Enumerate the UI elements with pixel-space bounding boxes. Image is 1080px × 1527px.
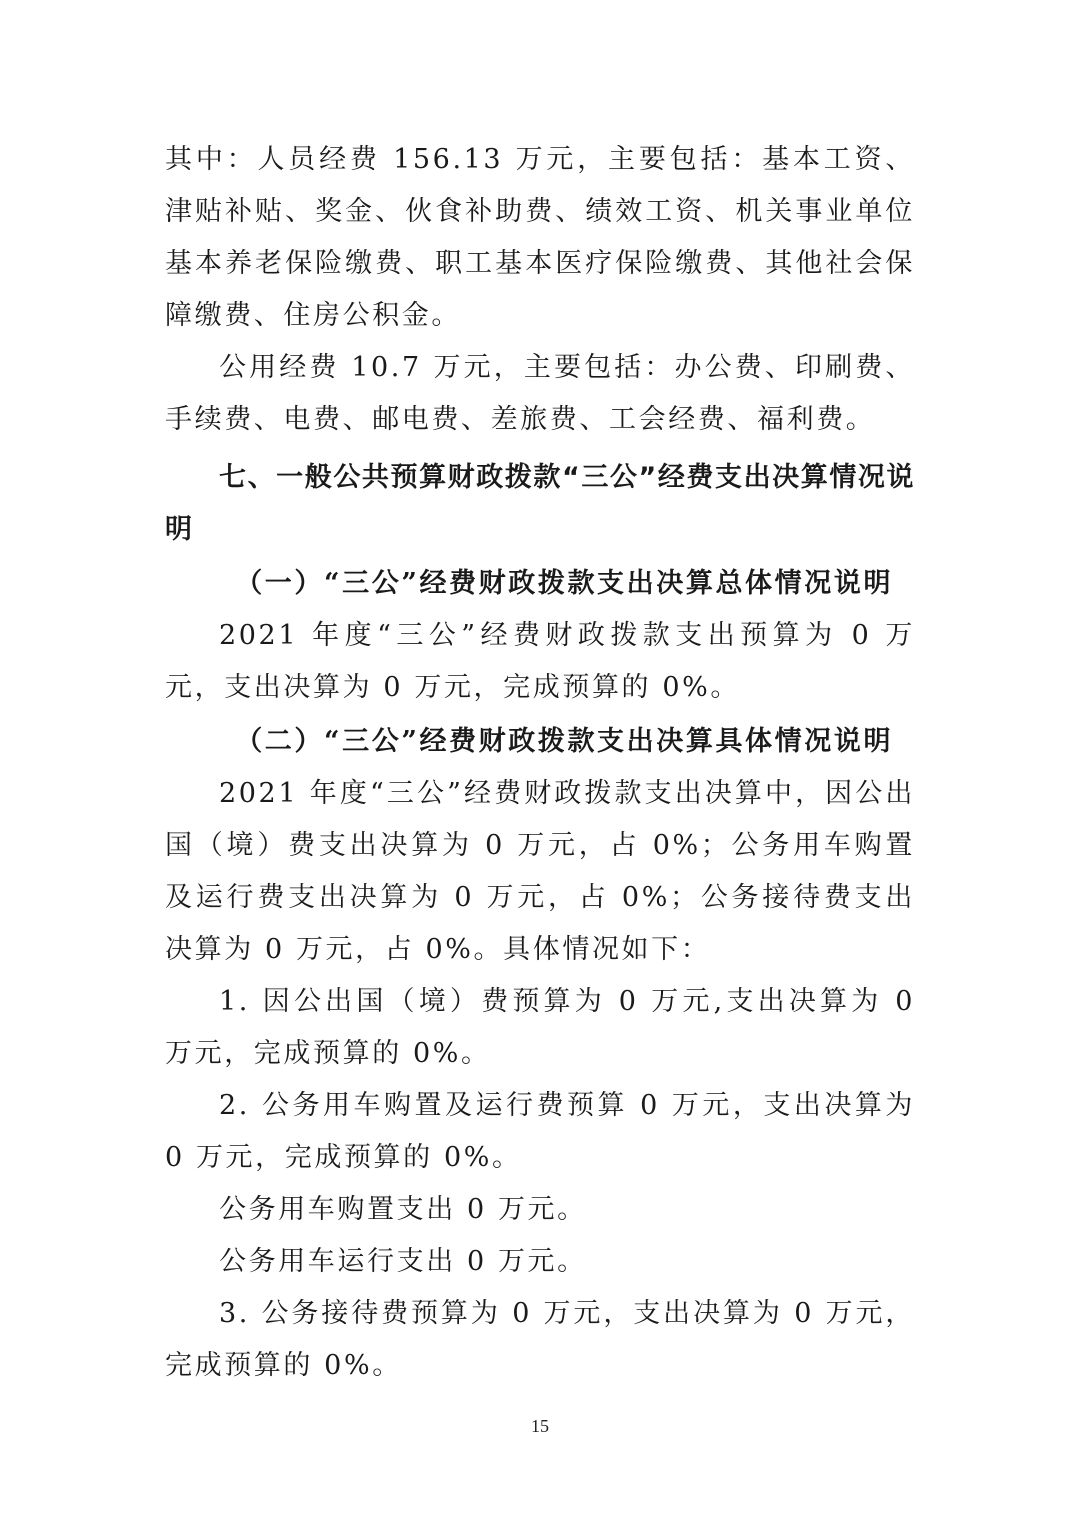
sub1-text: 2021 年度“三公”经费财政拨款支出预算为 0 万元，支出决算为 0 万元，完成预算的 0%。 [165,620,915,703]
sub2-text: 2021 年度“三公”经费财政拨款支出决算中，因公出国（境）费支出决算为 0 万元，占 0%；公务用车购置及运行费支出决算为 0 万元，占 0%；公务接待费支出决算为 0 万元，占 0%。具体情况如下： [165,778,915,965]
item1-text: 1. 因公出国（境）费预算为 0 万元,支出决算为 0 万元，完成预算的 0%。 [165,986,915,1069]
body-text [165,134,915,1392]
paragraph-personnel-expenses: 其中：人员经费 156.13 万元，主要包括：基本工资、津贴补贴、奖金、伙食补助费、绩效工资、机关事业单位基本养老保险缴费、职工基本医疗保险缴费、其他社会保障缴费、住房公积金。 [165,144,915,331]
item2-text: 2. 公务用车购置及运行费预算 0 万元，支出决算为 0 万元，完成预算的 0%。 [165,1090,915,1173]
item3-text: 3. 公务接待费预算为 0 万元，支出决算为 0 万元，完成预算的 0%。 [165,1298,915,1381]
item2-operation-text: 公务用车运行支出 0 万元。 [219,1246,587,1277]
sub1-heading: （一）“三公”经费财政拨款支出决算总体情况说明 [235,568,894,599]
paragraph-public-expenses: 公用经费 10.7 万元，主要包括：办公费、印刷费、手续费、电费、邮电费、差旅费、工会经费、福利费。 [165,352,915,435]
section-heading: 七、一般公共预算财政拨款“三公”经费支出决算情况说明 [165,462,915,545]
sub2-heading: （二）“三公”经费财政拨款支出决算具体情况说明 [235,726,894,757]
page-number: 15 [531,1416,549,1436]
item2-purchase-text: 公务用车购置支出 0 万元。 [219,1194,587,1225]
